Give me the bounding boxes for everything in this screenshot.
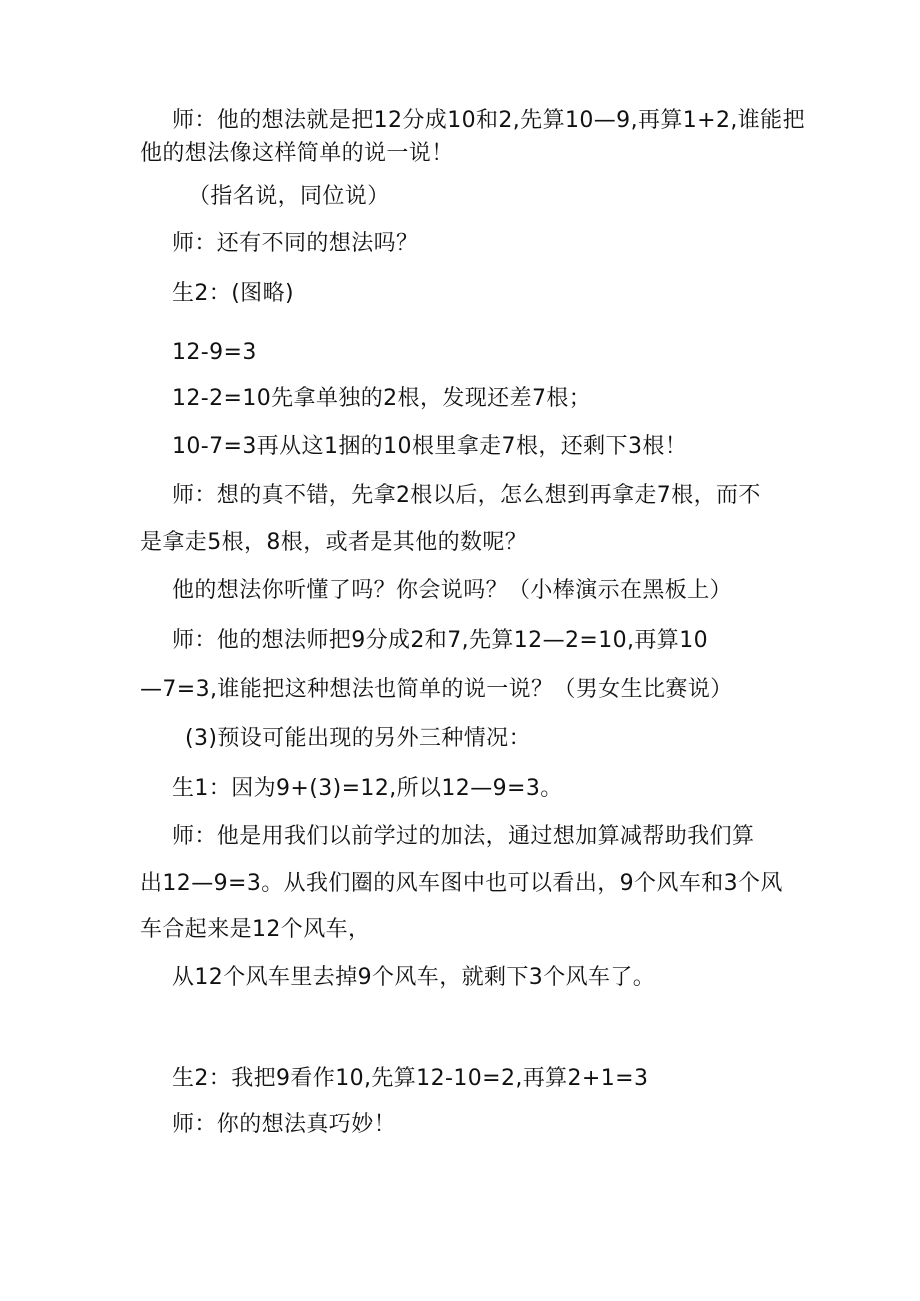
text-line-1: 师：他的想法就是把12分成10和2,先算10—9,再算1+2,谁能把 <box>172 108 805 133</box>
text-line-12: 师：他的想法师把9分成2和7,先算12—2=10,再算10 <box>172 628 708 653</box>
text-line-18: 车合起来是12个风车， <box>140 917 371 942</box>
text-line-17: 出12—9=3。从我们圈的风车图中也可以看出，9个风车和3个风 <box>140 871 783 896</box>
text-line-6: 12-9=3 <box>172 340 257 365</box>
text-line-19: 从12个风车里去掉9个风车，就剩下3个风车了。 <box>172 965 656 990</box>
text-line-13: —7=3,谁能把这种想法也简单的说一说？（男女生比赛说） <box>140 677 733 702</box>
text-line-20: 生2：我把9看作10,先算12-10=2,再算2+1=3 <box>172 1066 649 1091</box>
text-line-14: (3)预设可能出现的另外三种情况： <box>185 726 531 751</box>
text-line-9: 师：想的真不错，先拿2根以后，怎么想到再拿走7根，而不 <box>172 483 761 508</box>
text-line-11: 他的想法你听懂了吗？你会说吗？（小棒演示在黑板上） <box>172 578 733 603</box>
text-line-16: 师：他是用我们以前学过的加法，通过想加算减帮助我们算 <box>172 824 755 849</box>
text-line-8: 10-7=3再从这1捆的10根里拿走7根，还剩下3根！ <box>172 434 688 459</box>
text-line-10: 是拿走5根，8根，或者是其他的数呢？ <box>140 530 528 555</box>
text-line-5: 生2：(图略) <box>172 281 294 306</box>
text-line-2: 他的想法像这样简单的说一说！ <box>140 141 454 166</box>
text-line-15: 生1：因为9+(3)=12,所以12—9=3。 <box>172 776 563 801</box>
text-line-3: （指名说，同位说） <box>188 184 390 209</box>
text-line-7: 12-2=10先拿单独的2根，发现还差7根； <box>172 386 592 411</box>
text-line-21: 师：你的想法真巧妙！ <box>172 1112 397 1137</box>
text-line-4: 师：还有不同的想法吗？ <box>172 231 419 256</box>
